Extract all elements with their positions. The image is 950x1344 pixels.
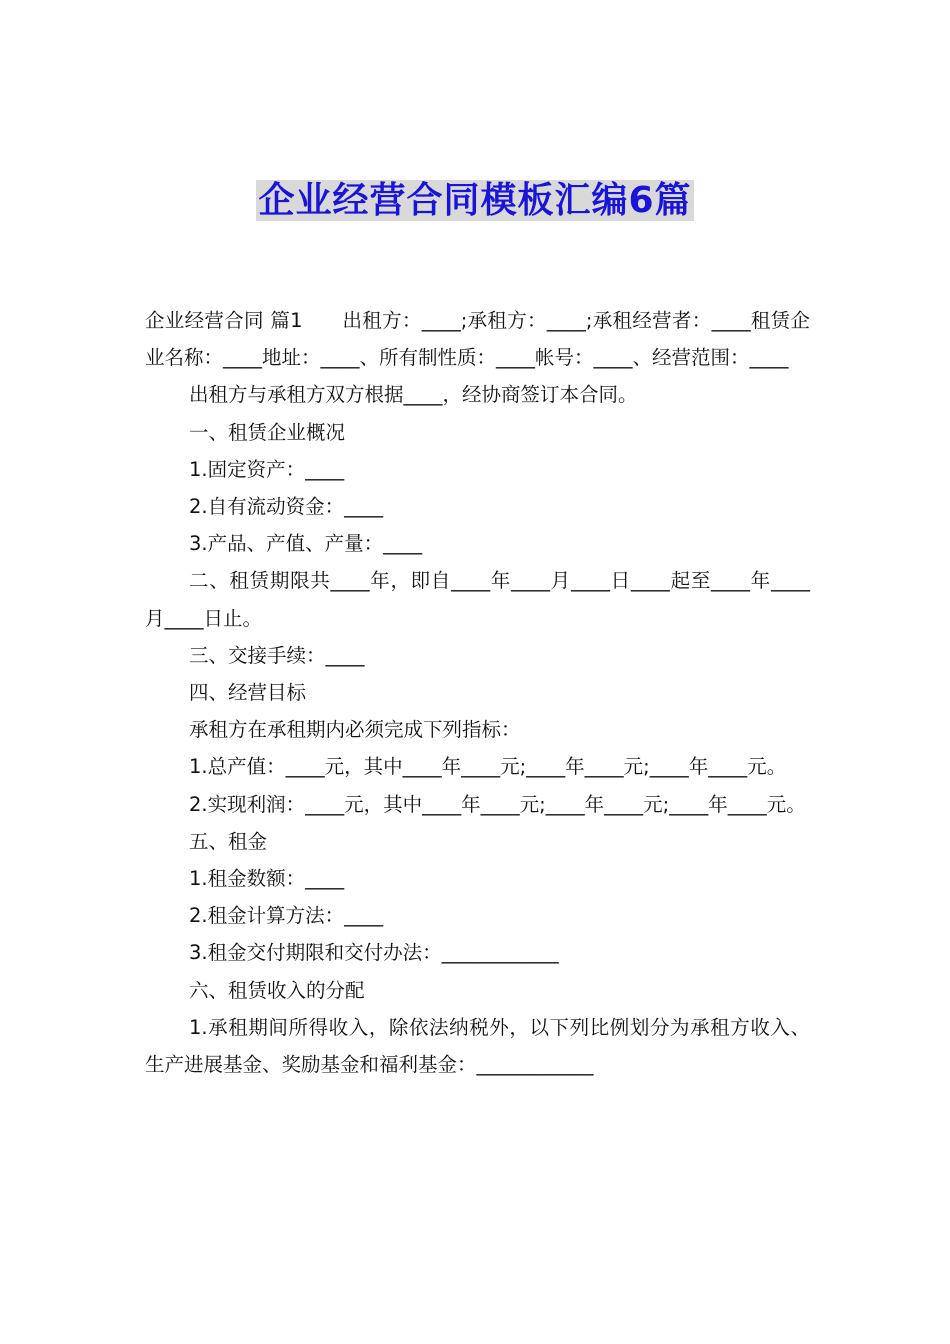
section-heading: 二、租赁期限共____年，即自____年____月____日____起至____年____月____日止。: [145, 569, 810, 630]
list-item: 1.承租期间所得收入，除依法纳税外，以下列比例划分为承租方收入、生产进展基金、奖励基金和福利基金：____________: [145, 1015, 810, 1077]
list-item: 2.实现利润：____元，其中____年____元;____年____元;____年____元。: [189, 792, 806, 816]
section-heading: 一、租赁企业概况: [189, 420, 346, 444]
paragraph-intro: 企业经营合同 篇1 出租方：____;承租方：____;承租经营者：____租赁企业名称：____地址：____、所有制性质：____帐号：____、经营范围：____: [145, 309, 810, 370]
list-item: 2.自有流动资金：____: [189, 495, 384, 519]
document-body: [145, 302, 810, 1083]
section-heading: 四、经营目标: [189, 681, 307, 705]
document-title-text: 企业经营合同模板汇编6篇: [258, 180, 692, 221]
list-item: 3.租金交付期限和交付办法：____________: [189, 941, 559, 965]
list-item: 1.固定资产：____: [189, 457, 345, 481]
section-heading: 六、租赁收入的分配: [189, 978, 365, 1002]
list-item: 1.总产值：____元，其中____年____元;____年____元;____年____元。: [189, 755, 787, 779]
paragraph: 承租方在承租期内必须完成下列指标：: [189, 718, 521, 742]
section-heading: 五、租金: [189, 829, 268, 853]
paragraph-agreement: 出租方与承租方双方根据____，经协商签订本合同。: [189, 383, 638, 407]
section-heading: 三、交接手续：____: [189, 643, 365, 667]
list-item: 1.租金数额：____: [189, 867, 345, 891]
list-item: 2.租金计算方法：____: [189, 904, 384, 928]
list-item: 3.产品、产值、产量：____: [189, 532, 423, 556]
document-title: [0, 176, 950, 226]
